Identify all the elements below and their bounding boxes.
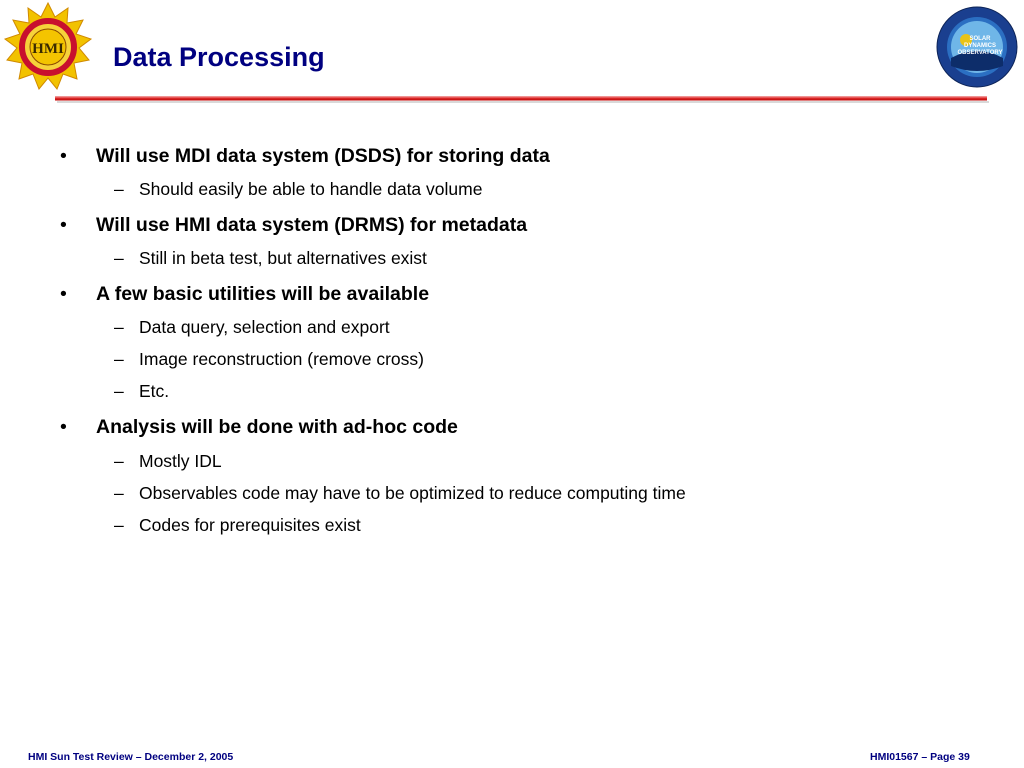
sub-bullet-item [114,317,390,338]
bullet-item [60,416,458,439]
sub-bullet-text: Image reconstruction (remove cross) [139,349,424,369]
bullet-item [60,283,430,306]
sub-bullet-text: Should easily be able to handle data volume [139,179,483,199]
dash-glyph: – [114,381,124,401]
bullet-text: Will use MDI data system (DSDS) for storing data [96,145,550,167]
dash-glyph: – [114,515,124,535]
sub-bullet-item [114,483,686,504]
title-rule-shadow [57,101,989,103]
bullet-glyph: • [60,416,67,438]
bullet-item [60,214,528,237]
bullet-text: Analysis will be done with ad-hoc code [96,416,458,438]
sub-bullet-text: Codes for prerequisites exist [139,515,361,535]
sdo-logo-line-2: DYNAMICS [963,43,997,49]
page-title: Data Processing [113,42,325,72]
footer-left: HMI Sun Test Review – December 2, 2005 [28,751,234,763]
sub-bullet-item [114,451,222,472]
dash-glyph: – [114,483,124,503]
bullet-item [60,145,550,168]
sub-bullet-text: Observables code may have to be optimized to reduce computing time [139,483,686,503]
dash-glyph: – [114,248,124,268]
sub-bullet-text: Still in beta test, but alternatives exist [139,248,427,268]
dash-glyph: – [114,451,124,471]
sdo-logo-line-1: SOLAR [969,36,991,42]
bullet-glyph: • [60,214,67,236]
sub-bullet-item [114,248,427,269]
bullet-text: A few basic utilities will be available [96,283,430,305]
hmi-logo-text: HMI [32,41,64,57]
bullet-text: Will use HMI data system (DRMS) for metadata [96,214,528,236]
footer-right: HMI01567 – Page 39 [870,751,970,763]
sdo-logo-line-3: OBSERVATORY [957,50,1003,56]
sub-bullet-text: Mostly IDL [139,451,222,471]
dash-glyph: – [114,179,124,199]
sub-bullet-item [114,515,361,536]
hmi-sun-logo-icon [2,2,96,92]
sub-bullet-text: Etc. [139,381,170,401]
dash-glyph: – [114,317,124,337]
sub-bullet-item [114,179,483,200]
bullet-glyph: • [60,283,67,305]
sdo-logo-icon [936,6,1018,88]
sub-bullet-text: Data query, selection and export [139,317,390,337]
bullet-glyph: • [60,145,67,167]
title-rule [55,96,987,101]
dash-glyph: – [114,349,124,369]
sub-bullet-item [114,381,170,402]
sub-bullet-item [114,349,424,370]
